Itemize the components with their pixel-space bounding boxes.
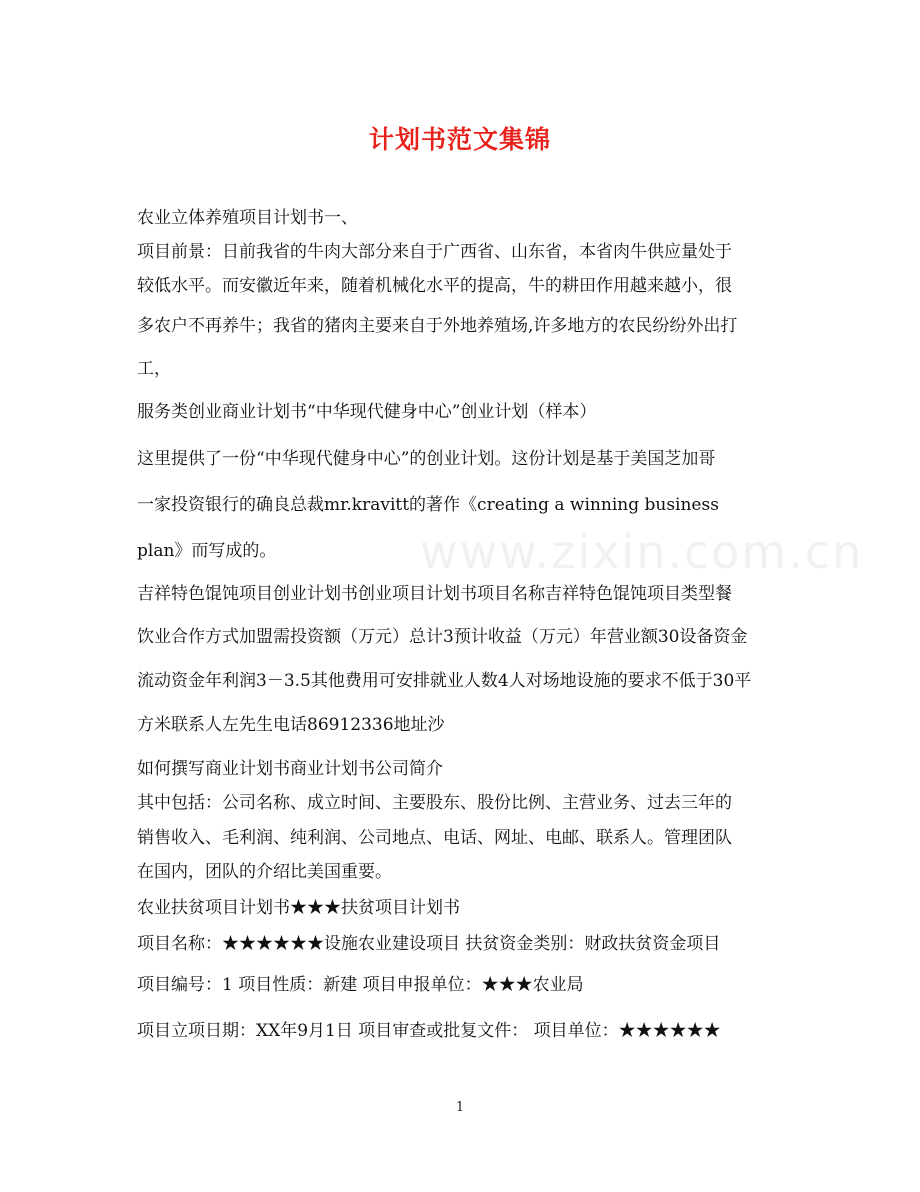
text-line: 项目编号：1 项目性质：新建 项目申报单位：★★★农业局 <box>137 975 584 995</box>
page-number: 1 <box>455 1100 465 1115</box>
text-line: 在国内，团队的介绍比美国重要。 <box>137 862 392 882</box>
text-line: 多农户不再养牛；我省的猪肉主要来自于外地养殖场,许多地方的农民纷纷外出打 <box>137 316 738 336</box>
text-line: 农业扶贫项目计划书★★★扶贫项目计划书 <box>137 898 460 918</box>
text-line: 销售收入、毛利润、纯利润、公司地点、电话、网址、电邮、联系人。管理团队 <box>137 828 732 848</box>
text-line: 工， <box>137 359 171 379</box>
text-line: 这里提供了一份“中华现代健身中心”的创业计划。这份计划是基于美国芝加哥 <box>137 449 716 469</box>
text-line: 如何撰写商业计划书商业计划书公司简介 <box>137 759 443 779</box>
text-line: plan》而写成的。 <box>137 541 277 561</box>
text-line: 较低水平。而安徽近年来，随着机械化水平的提高，牛的耕田作用越来越小，很 <box>137 276 732 296</box>
text-line: 其中包括：公司名称、成立时间、主要股东、股份比例、主营业务、过去三年的 <box>137 793 732 813</box>
text-line: 服务类创业商业计划书“中华现代健身中心”创业计划（样本） <box>137 402 597 422</box>
text-line: 吉祥特色馄饨项目创业计划书创业项目计划书项目名称吉祥特色馄饨项目类型餐 <box>137 584 732 604</box>
text-line: 方米联系人左先生电话86912336地址沙 <box>137 715 445 735</box>
text-line: 一家投资银行的确良总裁mr.kravitt的著作《creating a winning business <box>137 495 719 515</box>
text-line: 饮业合作方式加盟需投资额（万元）总计3预计收益（万元）年营业额30设备资金 <box>137 627 748 647</box>
text-line: 项目前景：日前我省的牛肉大部分来自于广西省、山东省，本省肉牛供应量处于 <box>137 242 732 262</box>
text-line: 流动资金年利润3－3.5其他费用可安排就业人数4人对场地设施的要求不低于30平 <box>137 671 752 691</box>
page-title: 计划书范文集锦 <box>368 125 551 154</box>
text-line: 项目名称：★★★★★★设施农业建设项目 扶贫资金类别：财政扶贫资金项目 <box>137 934 721 954</box>
text-line: 项目立项日期：XX年9月1日 项目审查或批复文件： 项目单位：★★★★★★ <box>137 1021 721 1041</box>
watermark: www.zixin.com.cn <box>420 525 864 579</box>
text-line: 农业立体养殖项目计划书一、 <box>137 208 358 228</box>
